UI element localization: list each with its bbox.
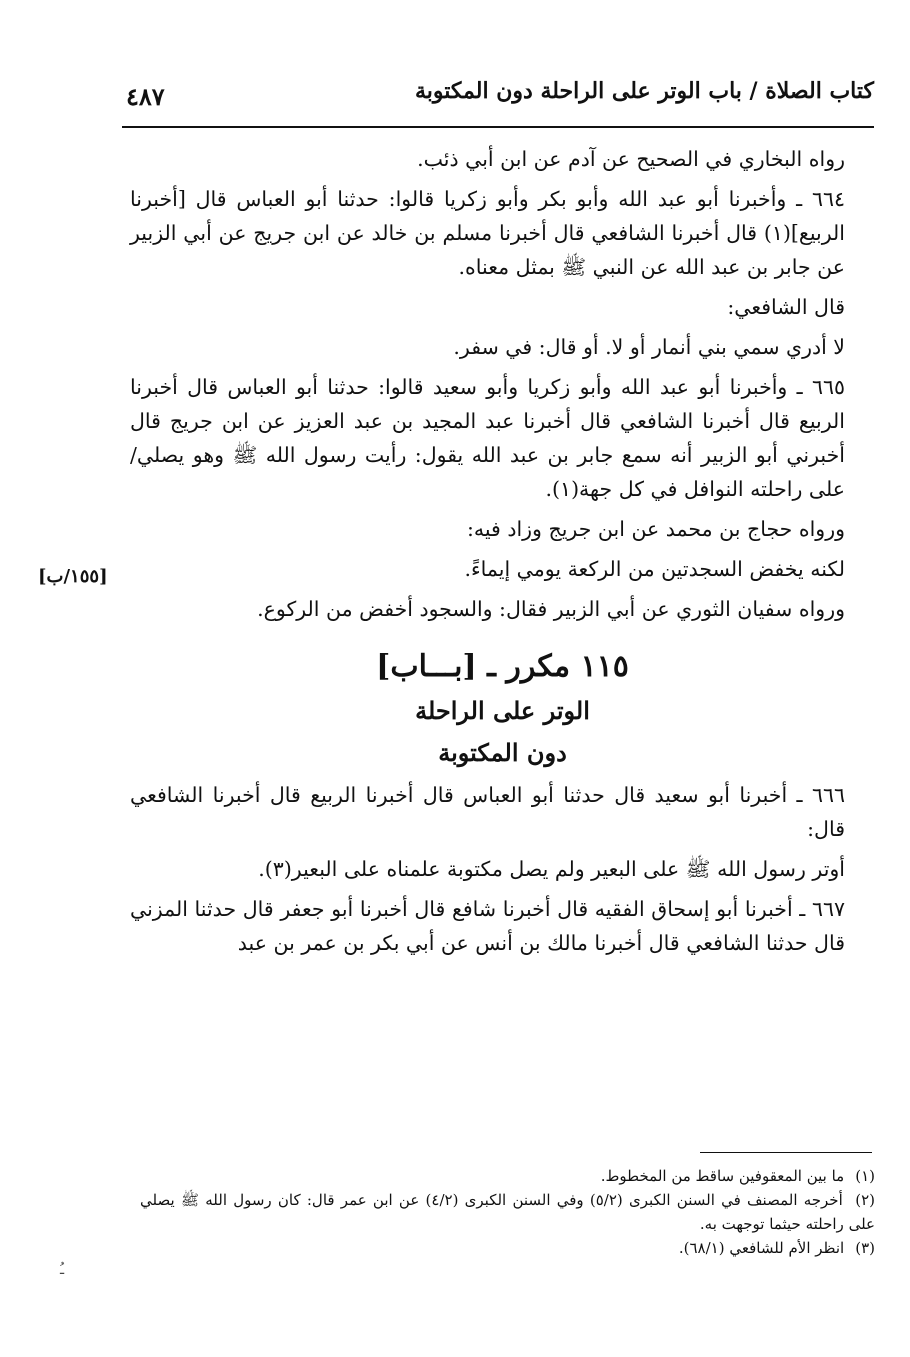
section-title-line-1: الوتر على الراحلة: [415, 696, 590, 725]
footnote-number: (١): [855, 1167, 875, 1185]
footnote-3: [140, 1236, 875, 1260]
scan-speck: ﹹ: [60, 1262, 65, 1278]
running-header: [122, 60, 874, 128]
main-text: [130, 142, 875, 966]
footnote-text: انظر الأم للشافعي (٦٨/١).: [678, 1239, 845, 1257]
footnote-number: (٣): [855, 1239, 875, 1257]
section-heading: [130, 644, 875, 774]
footnote-divider: [700, 1152, 872, 1153]
paragraph: رواه البخاري في الصحيح عن آدم عن ابن أبي ذئب.: [417, 147, 845, 171]
footnote-number: (٢): [855, 1191, 875, 1209]
paragraph: قال الشافعي:: [727, 295, 845, 319]
footnotes: [140, 1164, 875, 1260]
page-number: ٤٨٧: [126, 82, 165, 111]
paragraph: أوتر رسول الله ﷺ على البعير ولم يصل مكتوبة علمناه على البعير(٣).: [258, 857, 845, 881]
footnote-1: [140, 1164, 875, 1188]
footnote-text: ما بين المعقوفين ساقط من المخطوط.: [600, 1167, 845, 1185]
paragraph: ورواه سفيان الثوري عن أبي الزبير فقال: والسجود أخفض من الركوع.: [257, 597, 845, 621]
footnote-text: أخرجه المصنف في السنن الكبرى (٥/٢) وفي السنن الكبرى (٤/٢) عن ابن عمر قال: كان رسول الله ﷺ يصلي على راحلته حيثما توجهت به.: [140, 1191, 875, 1233]
hadith-666: ٦٦٦ ـ أخبرنا أبو سعيد قال حدثنا أبو العباس قال أخبرنا الربيع قال أخبرنا الشافعي قال:: [130, 783, 845, 841]
paragraph: ورواه حجاج بن محمد عن ابن جريج وزاد فيه:: [466, 517, 845, 541]
paragraph: لا أدري سمي بني أنمار أو لا. أو قال: في سفر.: [453, 335, 845, 359]
footnote-2: [140, 1188, 875, 1236]
manuscript-folio-reference: [١٥٥/ب]: [38, 566, 108, 587]
hadith-665: ٦٦٥ ـ وأخبرنا أبو عبد الله وأبو زكريا وأبو سعيد قالوا: حدثنا أبو العباس قال أخبرنا الربيع قال أخبرنا الشافعي قال أخبرنا عبد المجيد بن عبد العزيز عن ابن جريج قال أخبرني أبو الزبير أنه سمع جابر بن عبد الله يقول: رأيت رسول الله ﷺ وهو يصلي/على راحلته النوافل في كل جهة(١).: [130, 375, 845, 501]
section-number: ١١٥ مكرر ـ [بـــاب]: [376, 649, 629, 684]
hadith-664: ٦٦٤ ـ وأخبرنا أبو عبد الله وأبو بكر وأبو زكريا قالوا: حدثنا أبو العباس قال [أخبرنا الربيع](١) قال أخبرنا الشافعي قال أخبرنا مسلم بن خالد عن ابن جريج عن أبي الزبير عن جابر بن عبد الله عن النبي ﷺ بمثل معناه.: [130, 187, 845, 279]
header-title: كتاب الصلاة / باب الوتر على الراحلة دون المكتوبة: [414, 78, 874, 104]
hadith-667: ٦٦٧ ـ أخبرنا أبو إسحاق الفقيه قال أخبرنا شافع قال أخبرنا أبو جعفر قال حدثنا المزني قال حدثنا الشافعي قال أخبرنا مالك بن أنس عن أبي بكر بن عمر بن عبد: [130, 897, 845, 955]
section-title-line-2: دون المكتوبة: [438, 738, 567, 767]
paragraph: لكنه يخفض السجدتين من الركعة يومي إيماءً.: [464, 557, 845, 581]
